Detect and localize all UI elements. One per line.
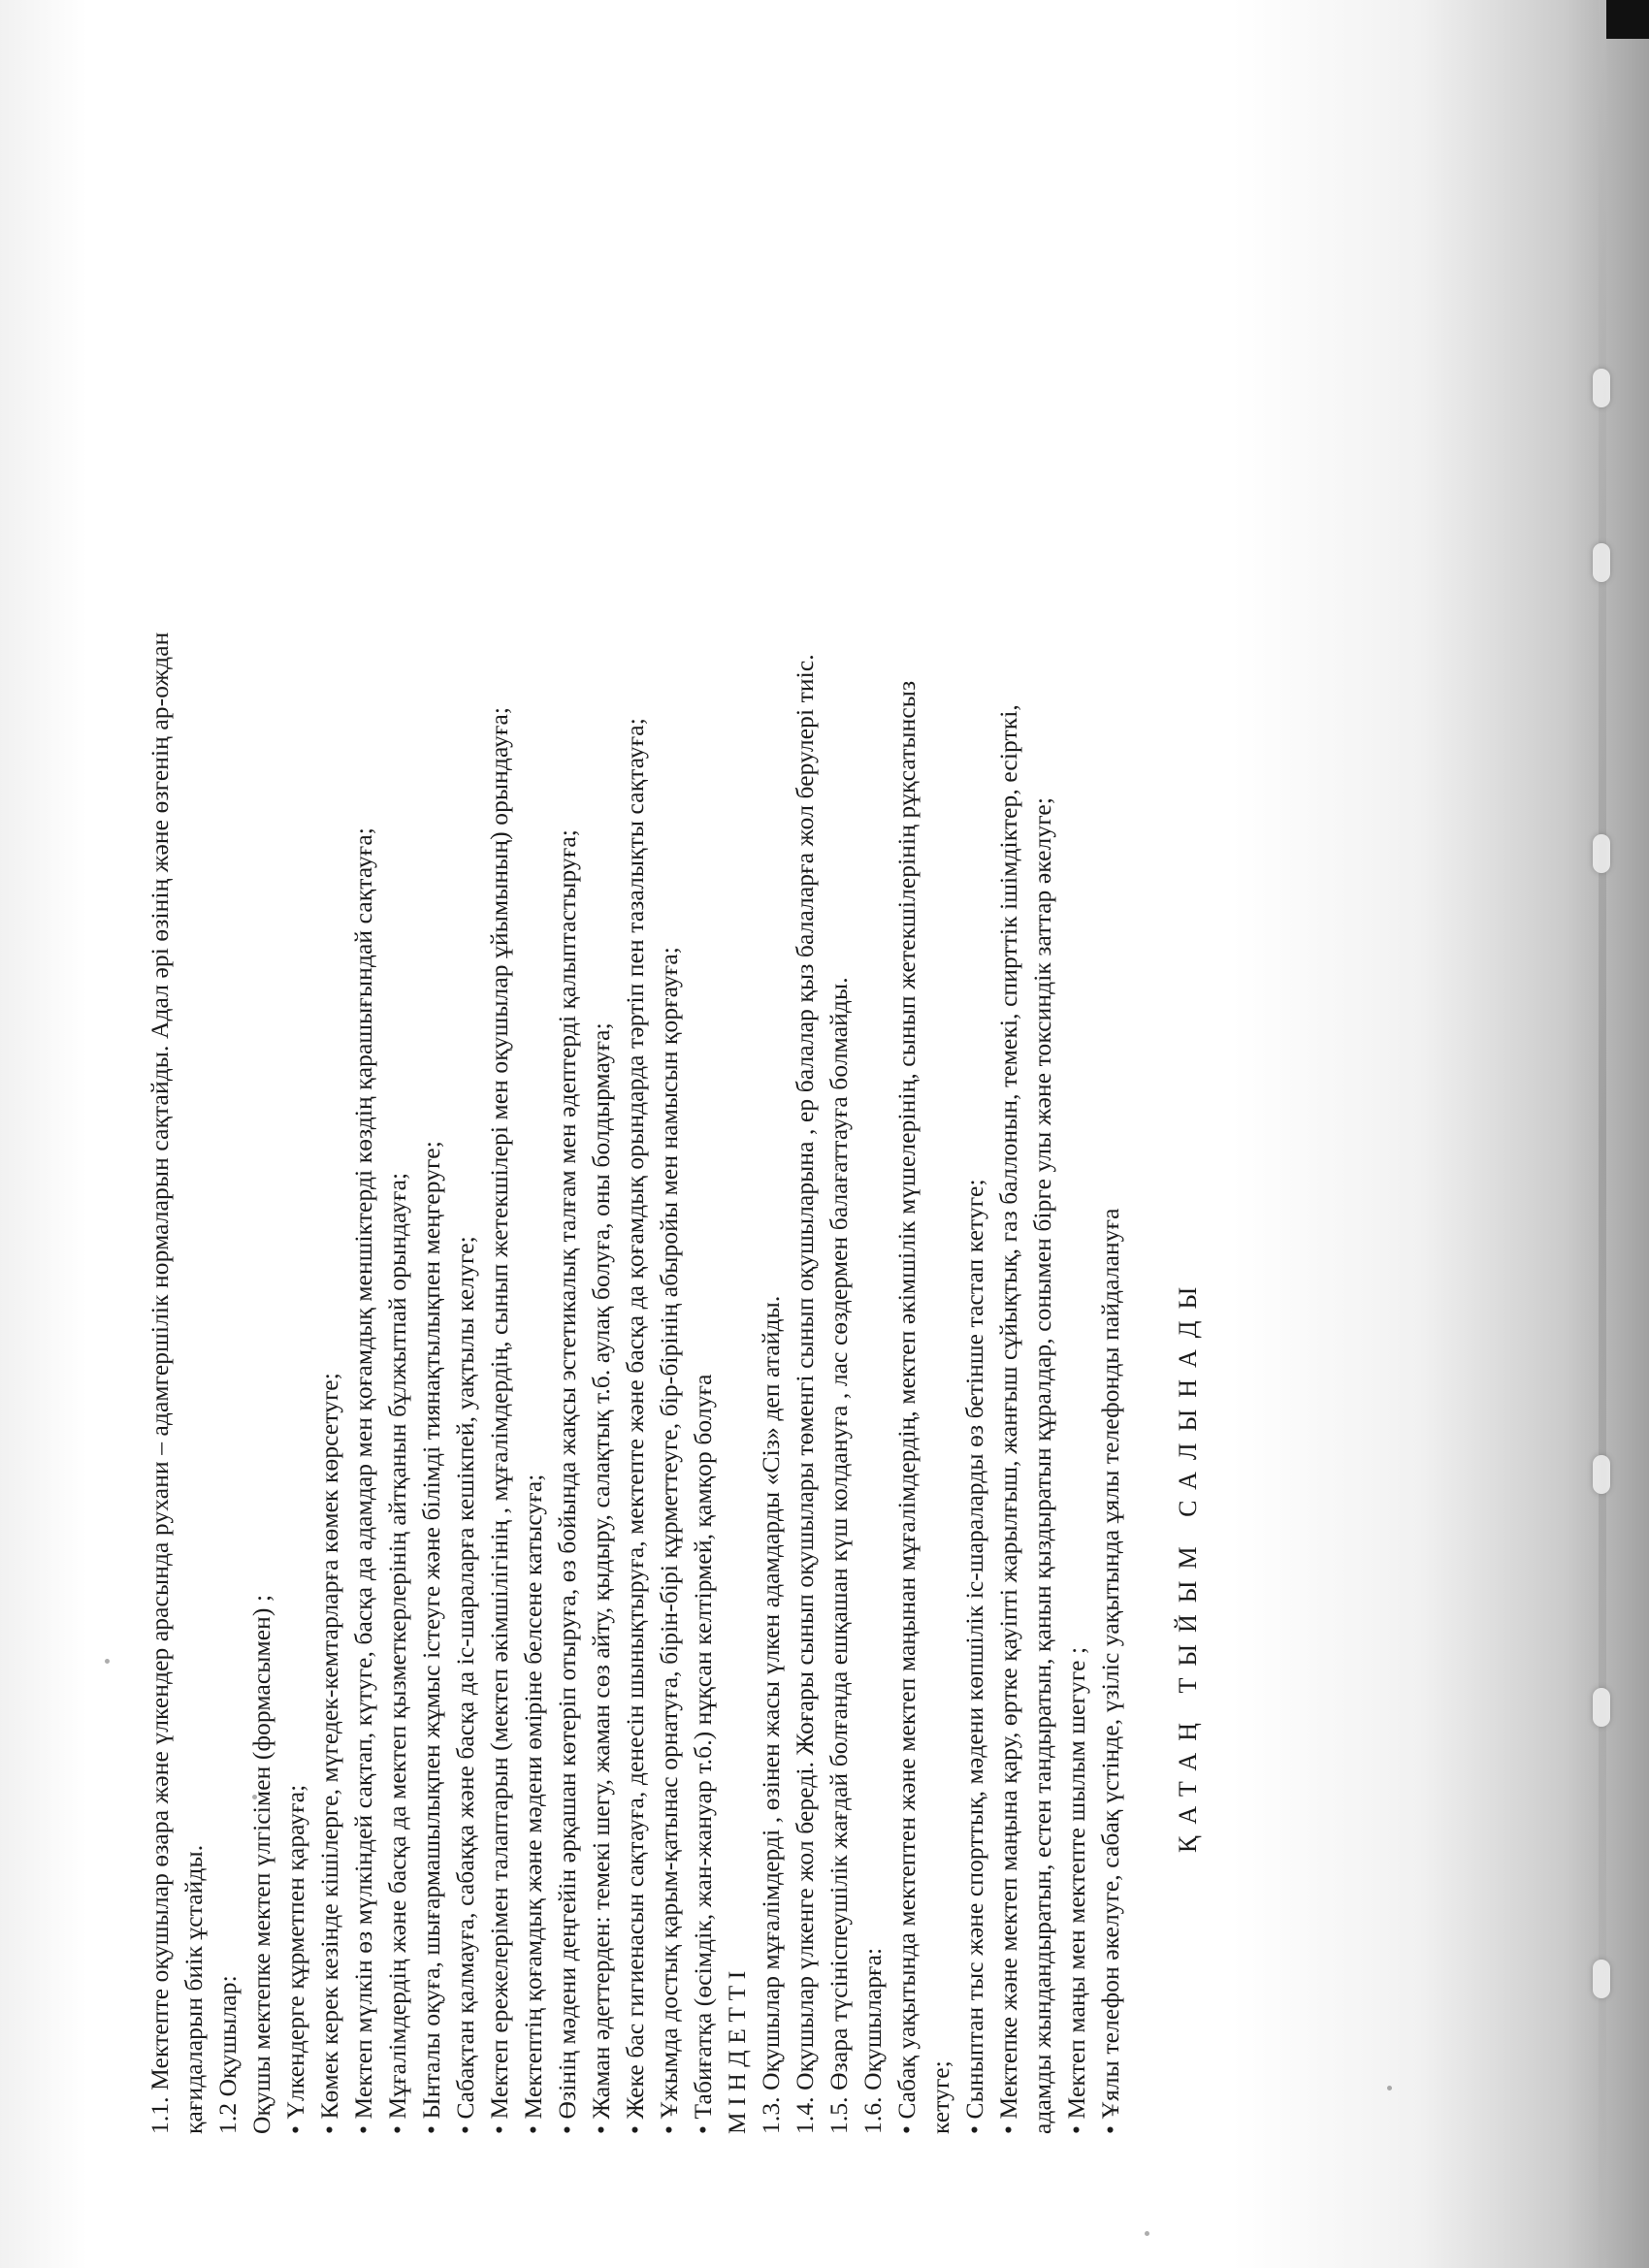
section-heading: М І Н Д Е Т Т І [723,1970,751,2134]
scan-speck [1387,2086,1392,2090]
text-line: • Сабақ уақытында мектептен және мектеп маңынан мұғалімдердің, мектеп әкімшілік мүшелерінің, сынып жетекшілерінің рұқсатынсыз [892,680,921,2134]
text-line: • Ұялы телефон әкелуге, сабақ үстінде, үзіліс уақытында ұялы телефонды пайдалануға [1096,1208,1124,2134]
text-line: • Мектеп мүлкін өз мүлкіндей сақтап, күтуге, басқа да адамдар мен қоғамдық меншіктерді көздің қарашығындай сақтауға; [349,827,377,2134]
text-line: • Үлкендерге құрметпен қарауға; [281,1784,309,2134]
punch-hole [1593,543,1610,582]
text-line: • Мектеп маңы мен мектепте шылым шегуге ; [1062,1646,1090,2134]
text-line: • Мектеп ережелерімен талаптарын (мектеп әкімшілігінің , мұғалімдердің, сынып жетекшілері мен оқушылар ұйымының) орындауға; [485,706,513,2134]
text-line: • Сабақтан қалмауға, сабаққа және басқа да іс-шараларға кешікпей, уақтылы келуге; [451,1236,479,2134]
text-line: • Ұжымда достық қарым-қатынас орнатуға, бірін-бірі құрметтеуге, бір-бірінің абыройы мен намысын қорғауға; [655,947,683,2134]
text-line: Оқушы мектепке мектеп үлгісімен (формасымен) ; [247,1594,275,2134]
text-line: • Сыныптан тыс және спорттық, мәдени көпшілік іс-шараларды өз бетінше тастап кетуге; [960,1179,988,2134]
text-line: • Ынталы оқуға, шығармашылықпен жұмыс істеуге және білімді тиянақтылықпен меңгеруге; [417,1141,445,2134]
text-line: 1.4. Оқушылар үлкенге жол береді. Жоғары сынып оқушылары төменгі сынып оқушыларына , ер балалар қыз балаларға жол берулері тиіс. [791,654,819,2134]
scan-left-haze [0,0,87,2268]
punch-hole [1593,834,1610,873]
rotated-text-block [146,146,1358,2134]
text-line: • Табиғатқа (өсімдік, жан-жануар т.б.) нұқсан келтірмей, қамқор болуға [689,1374,717,2134]
text-line: • Мектепке және мектеп маңына қару, өртке қауіпті жарылғыш, жанғыш сұйықтық, газ баллонын, темекі, спирттік ішімдіктер, есірткі, [994,704,1022,2134]
text-line: • Көмек керек кезінде кішілерге, мүгедек-кемтарларға көмек көрсетуге; [315,1373,343,2134]
text-line: • Өзінің мәдени деңгейін әрқашан көтеріп отыруға, өз бойында жақсы эстетикалық талғам мен әдептерді қалыптастыруға; [553,829,581,2134]
scan-edge-strip [1599,0,1606,2268]
text-line: 1.6. Оқушыларға: [858,1947,887,2134]
text-line: • Мектептің қоғамдық және мәдени өміріне белсене катысуға; [519,1474,547,2134]
punch-hole [1593,1688,1610,1727]
scan-speck [105,1659,110,1664]
text-line: қағидаларын биік ұстайды. [179,1844,208,2134]
text-line: • Жаман әдеттерден: темекі шегу, жаман сөз айту, қыдыру, салақтық т.б. аулақ болуға, оны болдырмауға; [587,1022,615,2134]
punch-hole [1593,1960,1610,1998]
text-line: 1.1. Мектепте оқушылар өзара және үлкендер арасында рухани – адамгершілік нормаларын сақтайды. Адал әрі өзінің және өзгенің ар-ождан [146,632,174,2134]
scan-corner-artifact [1606,0,1649,39]
scan-speck [1145,2231,1149,2236]
text-line: адамды жындандыратын, естен тандыратын, қанын қыздыратын құралдар, сонымен бірге улы және токсиндік заттар әкелуге; [1028,796,1056,2134]
text-line: • Жеке бас гигиенасын сақтауға, денесін шынықтыруға, мектепте және басқа да қоғамдық орындарда тәртіп пен тазалықты сақтауға; [621,718,649,2134]
text-line: 1.3. Оқушылар мұғалімдерді , өзінен жасы үлкен адамдарды «Сіз» деп атайды. [757,1295,785,2134]
punch-hole [1593,369,1610,407]
text-line: • Мұғалімдердің және басқа да мектеп қызметкерлерінің айтқанын бұлжытпай орындауға; [383,1172,411,2134]
text-line: 1.5. Өзара түсініспеушілік жағдай болғанда ешқашан күш колдануға , лас сөздермен балағаттауға болмайды. [824,977,853,2134]
text-line: 1.2 Оқушылар: [213,1975,242,2134]
punch-hole [1593,1455,1610,1494]
text-line: кетуге; [926,2060,954,2134]
footer-heading: ҚАТАҢ ТЫЙЫМ САЛЫНАДЫ [1174,1275,1202,1853]
